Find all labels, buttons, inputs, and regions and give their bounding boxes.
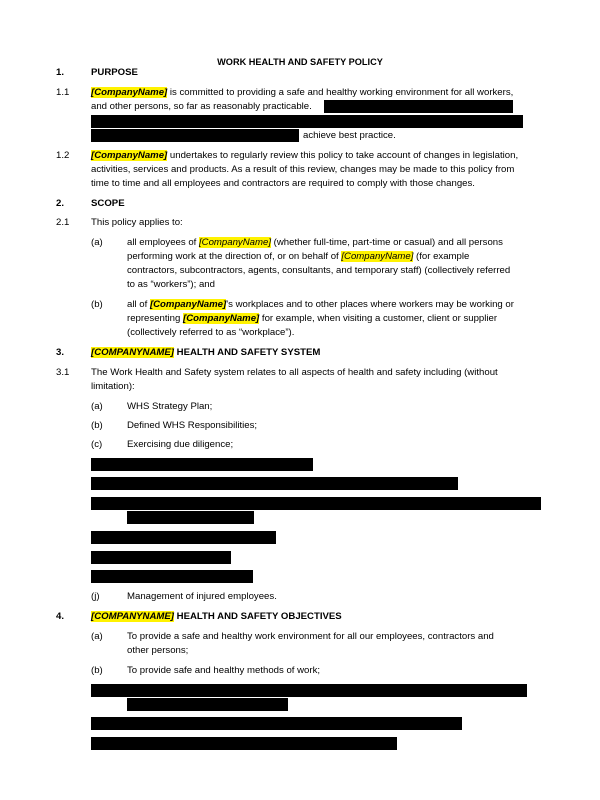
item-3-j-label: (j) xyxy=(91,591,100,602)
section-3-number: 3. xyxy=(56,347,65,358)
item-3-a-label: (a) xyxy=(91,401,103,412)
redaction-bar xyxy=(127,698,288,711)
clause-1-2-line-3: time to time and all employees and contractors are required to comply with those changes. xyxy=(91,178,475,189)
item-3-j-text: Management of injured employees. xyxy=(127,591,277,602)
item-3-c-label: (c) xyxy=(91,439,103,450)
item-2-b-label: (b) xyxy=(91,299,103,310)
company-placeholder-caps: [COMPANYNAME] xyxy=(91,347,174,358)
company-placeholder: [CompanyName] xyxy=(91,150,168,161)
redaction-bar xyxy=(91,497,541,510)
clause-1-1-number: 1.1 xyxy=(56,87,70,98)
clause-2-1-text: This policy applies to: xyxy=(91,217,183,228)
redaction-bar xyxy=(91,531,276,544)
redaction-bar xyxy=(91,551,231,564)
item-2-b-line-1: all of [CompanyName]’s workplaces and to other places where workers may be working or xyxy=(127,299,514,310)
item-4-a-line-2: other persons; xyxy=(127,645,189,656)
item-2-a-line-1: all employees of [CompanyName] (whether full-time, part-time or casual) and all persons xyxy=(127,237,503,248)
clause-3-1-line-2: limitation): xyxy=(91,381,135,392)
company-placeholder: [CompanyName] xyxy=(341,251,414,262)
redaction-bar xyxy=(91,477,458,490)
item-3-b-text: Defined WHS Responsibilities; xyxy=(127,420,258,431)
item-2-b-line-2: representing [CompanyName] for example, when visiting a customer, client or supplier xyxy=(127,313,498,324)
redaction-bar xyxy=(91,684,527,697)
item-2-a-line-4: to as “workers”); and xyxy=(127,279,215,290)
clause-1-2-number: 1.2 xyxy=(56,150,70,161)
clause-3-1-line-1: The Work Health and Safety system relates to all aspects of health and safety including (without xyxy=(91,367,498,378)
item-2-a-line-2: performing work at the direction of, or on behalf of [CompanyName] (for example xyxy=(127,251,470,262)
company-placeholder: [CompanyName] xyxy=(183,313,260,324)
item-3-c-text: Exercising due diligence; xyxy=(127,439,234,450)
section-4-heading: [COMPANYNAME] HEALTH AND SAFETY OBJECTIVES xyxy=(91,611,342,622)
clause-1-1-line-1: [CompanyName] is committed to providing a safe and healthy working environment for all workers, xyxy=(91,87,514,98)
redaction-bar xyxy=(91,570,253,583)
company-placeholder: [CompanyName] xyxy=(199,237,271,248)
redaction-bar xyxy=(324,100,513,113)
section-1-number: 1. xyxy=(56,67,65,78)
clause-1-1-line-4-end: achieve best practice. xyxy=(303,130,396,141)
redaction-bar xyxy=(91,737,397,750)
company-placeholder-caps: [COMPANYNAME] xyxy=(91,611,174,622)
document-title: WORK HEALTH AND SAFETY POLICY xyxy=(217,57,383,67)
item-4-b-label: (b) xyxy=(91,665,103,676)
clause-1-1-line-2: and other persons, so far as reasonably practicable. xyxy=(91,101,312,112)
item-4-b-text: To provide safe and healthy methods of work; xyxy=(127,665,321,676)
section-4-number: 4. xyxy=(56,611,65,622)
company-placeholder: [CompanyName] xyxy=(149,299,227,310)
redaction-bar xyxy=(127,511,254,524)
item-3-b-label: (b) xyxy=(91,420,103,431)
section-3-heading: [COMPANYNAME] HEALTH AND SAFETY SYSTEM xyxy=(91,347,321,358)
item-3-a-text: WHS Strategy Plan; xyxy=(127,401,213,412)
redaction-bar xyxy=(91,115,523,128)
company-placeholder: [CompanyName] xyxy=(91,87,168,98)
clause-3-1-number: 3.1 xyxy=(56,367,70,378)
item-2-b-line-3: (collectively referred to as “workplace”). xyxy=(127,327,295,338)
section-2-number: 2. xyxy=(56,198,65,209)
clause-1-2-line-1: [CompanyName] undertakes to regularly review this policy to take account of changes in legislation, xyxy=(91,150,519,161)
redaction-bar xyxy=(91,458,313,471)
clause-2-1-number: 2.1 xyxy=(56,217,70,228)
redaction-bar xyxy=(91,129,299,142)
section-1-heading: PURPOSE xyxy=(91,67,138,78)
redaction-bar xyxy=(91,717,462,730)
item-2-a-line-3: contractors, subcontractors, agents, consultants, and temporary staff) (collectively referred xyxy=(127,265,511,276)
item-4-a-line-1: To provide a safe and healthy work environment for all our employees, contractors and xyxy=(127,631,494,642)
clause-1-2-line-2: activities, services and products. As a result of this review, changes may be made to this policy from xyxy=(91,164,515,175)
item-2-a-label: (a) xyxy=(91,237,103,248)
item-4-a-label: (a) xyxy=(91,631,103,642)
section-2-heading: SCOPE xyxy=(91,198,125,209)
